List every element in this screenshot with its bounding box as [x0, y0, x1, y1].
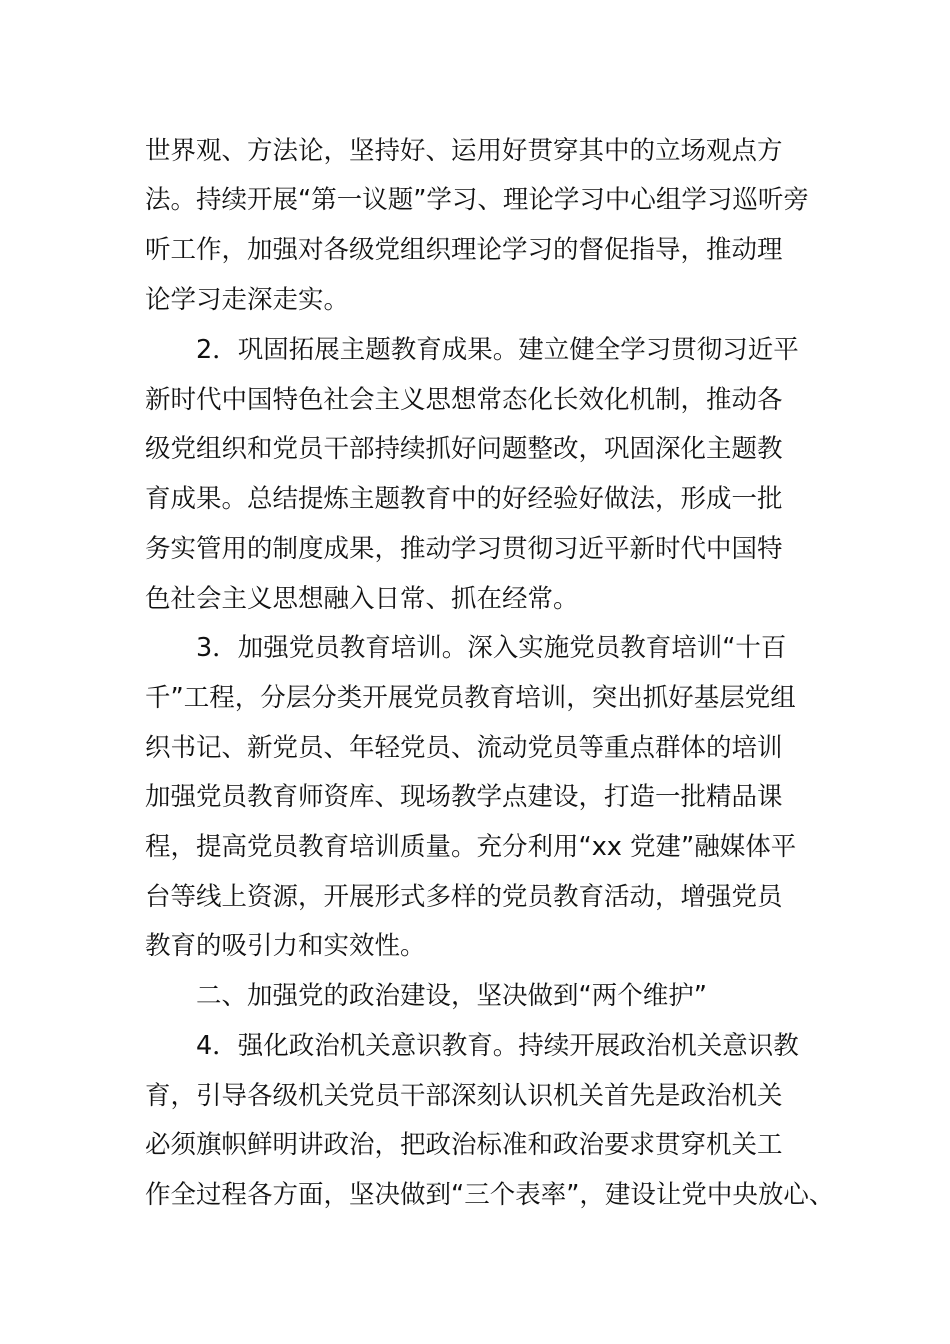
text-line-13: 织书记、新党员、年轻党员、流动党员等重点群体的培训: [145, 733, 783, 763]
text-line-2: 法。持续开展“第一议题”学习、理论学习中心组学习巡听旁: [145, 185, 809, 215]
text-line-10: 色社会主义思想融入日常、抓在经常。: [145, 584, 579, 614]
text-line-9: 务实管用的制度成果，推动学习贯彻习近平新时代中国特: [145, 534, 783, 564]
text-line-19: 4．强化政治机关意识教育。持续开展政治机关意识教: [196, 1031, 799, 1061]
section-heading: 二、加强党的政治建设，坚决做到“两个维护”: [196, 981, 707, 1011]
text-line-7: 级党组织和党员干部持续抓好问题整改，巩固深化主题教: [145, 434, 783, 464]
text-line-4: 论学习走深走实。: [145, 285, 350, 315]
text-line-11: 3．加强党员教育培训。深入实施党员教育培训“十百: [196, 633, 787, 663]
text-line-21: 必须旗帜鲜明讲政治，把政治标准和政治要求贯穿机关工: [145, 1130, 783, 1160]
text-line-1: 世界观、方法论，坚持好、运用好贯穿其中的立场观点方: [145, 136, 783, 166]
text-line-3: 听工作，加强对各级党组织理论学习的督促指导，推动理: [145, 235, 783, 265]
text-line-8: 育成果。总结提炼主题教育中的好经验好做法，形成一批: [145, 484, 783, 514]
text-line-5: 2．巩固拓展主题教育成果。建立健全学习贯彻习近平: [196, 335, 799, 365]
text-line-12: 千”工程，分层分类开展党员教育培训，突出抓好基层党组: [145, 683, 796, 713]
text-line-15: 程，提高党员教育培训质量。充分利用“xx 党建”融媒体平: [145, 832, 797, 862]
text-line-22: 作全过程各方面，坚决做到“三个表率”，建设让党中央放心、: [145, 1180, 835, 1210]
text-line-14: 加强党员教育师资库、现场教学点建设，打造一批精品课: [145, 782, 783, 812]
text-line-20: 育，引导各级机关党员干部深刻认识机关首先是政治机关: [145, 1081, 783, 1111]
text-line-16: 台等线上资源，开展形式多样的党员教育活动，增强党员: [145, 882, 783, 912]
text-line-6: 新时代中国特色社会主义思想常态化长效化机制，推动各: [145, 385, 783, 415]
text-line-17: 教育的吸引力和实效性。: [145, 931, 426, 961]
